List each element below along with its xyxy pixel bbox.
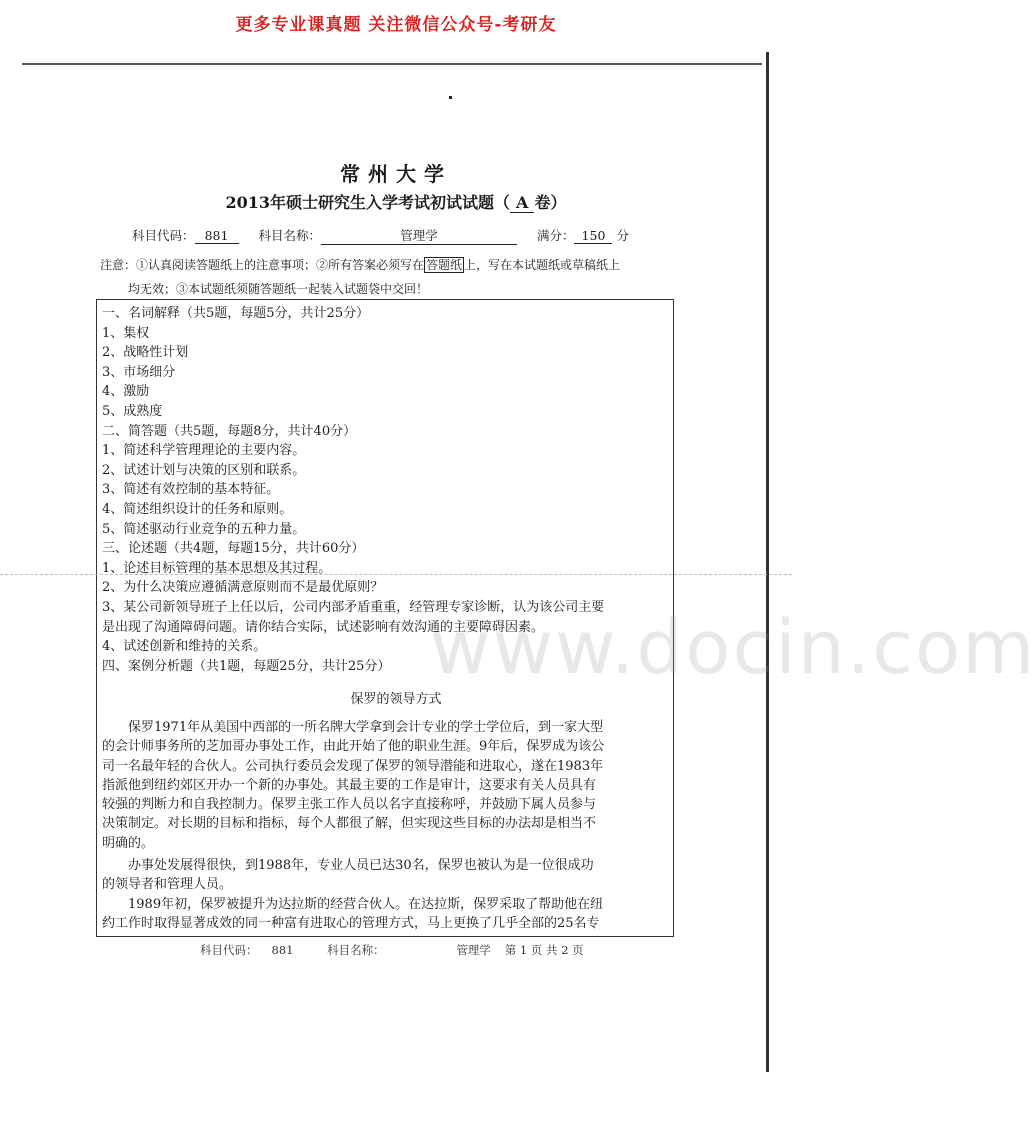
question-line: 2、战略性计划	[102, 345, 189, 361]
watermark: www.docin.com	[430, 605, 1036, 691]
question-line: 是出现了沟通障碍问题。请你结合实际，试述影响有效沟通的主要障碍因素。	[102, 619, 545, 635]
name-label: 科目名称：	[258, 228, 321, 243]
case-paragraph-3	[102, 895, 664, 934]
score-value: 150	[574, 228, 612, 244]
question-line: 4、简述组织设计的任务和原则。	[102, 502, 293, 517]
question-line: 3、市场细分	[102, 364, 176, 380]
question-line: 5、成熟度	[102, 404, 163, 419]
paragraph-line: 1989年初，保罗被提升为达拉斯的经营合伙人。在达拉斯，保罗采取了帮助他在纽	[102, 897, 604, 912]
paragraph-line: 决策制定。对长期的目标和指标，每个人都很了解，但实现这些目标的办法却是相当不	[102, 816, 597, 832]
code-value: 881	[195, 228, 239, 244]
question-line: 2、试述计划与决策的区别和联系。	[102, 462, 306, 478]
top-rule	[22, 63, 762, 65]
case-paragraph-1	[102, 718, 664, 853]
question-line: 4、激励	[102, 384, 150, 400]
question-line: 一、名词解释（共5题，每题5分，共计25分）	[102, 306, 370, 321]
score-unit: 分	[616, 228, 629, 243]
question-line: 5、简述驱动行业竞争的五种力量。	[102, 521, 306, 537]
paragraph-line: 明确的。	[102, 835, 155, 851]
scan-artifact-line	[0, 574, 792, 575]
notice-line-2: 均无效；③本试题纸须随答题纸一起装入试题袋中交回！	[128, 282, 429, 296]
notice-line-1: 注意：①认真阅读答题纸上的注意事项；②所有答案必须写在 答题纸 上，写在本试题纸或草稿纸上	[100, 258, 621, 272]
paragraph-line: 较强的判断力和自我控制力。保罗主张工作人员以名字直接称呼，并鼓励下属人员参与	[102, 797, 597, 813]
scan-dot	[449, 96, 452, 99]
question-line: 2、为什么决策应遵循满意原则而不是最优原则？	[102, 580, 384, 596]
paragraph-line: 的领导者和管理人员。	[102, 877, 233, 893]
paragraph-line: 保罗1971年从美国中西部的一所名牌大学拿到会计专业的学士学位后，到一家大型	[102, 720, 604, 735]
exam-subtitle: 2013年硕士研究生入学考试初试试题（ A 卷）	[225, 193, 567, 212]
question-line: 三、论述题（共4题，每题15分，共计60分）	[102, 541, 365, 557]
paragraph-line: 的会计师事务所的芝加哥办事处工作，由此开始了他的职业生涯。9年后，保罗成为该公	[102, 739, 605, 755]
question-line: 1、论述目标管理的基本思想及其过程。	[102, 560, 332, 576]
question-line: 4、试述创新和维持的关系。	[102, 639, 267, 655]
page-footer: 科目代码： 881 科目名称： 管理学 第 1 页 共 2 页	[200, 943, 584, 957]
question-line: 四、案例分析题（共1题，每题25分，共计25分）	[102, 658, 391, 674]
question-line: 二、简答题（共5题，每题8分，共计40分）	[102, 423, 357, 439]
question-line: 3、某公司新领导班子上任以后，公司内部矛盾重重，经管理专家诊断，认为该公司主要	[102, 600, 605, 615]
name-value: 管理学	[321, 226, 517, 245]
subject-meta	[132, 226, 629, 245]
paper-type: A	[510, 193, 534, 213]
paragraph-line: 指派他到纽约郊区开办一个新的办事处。其最主要的工作是审计，这要求有关人员具有	[102, 777, 597, 793]
question-line: 3、简述有效控制的基本特征。	[102, 482, 280, 498]
university-title: 常州大学	[340, 162, 452, 186]
question-line: 1、简述科学管理理论的主要内容。	[102, 443, 306, 459]
code-label: 科目代码：	[132, 228, 195, 243]
case-paragraph-2	[102, 856, 664, 895]
score-label: 满分：	[536, 228, 575, 243]
answer-sheet-box: 答题纸	[426, 258, 463, 272]
paragraph-line: 办事处发展得很快，到1988年，专业人员已达30名，保罗也被认为是一位很成功	[102, 858, 594, 873]
paragraph-line: 约工作时取得显著成效的同一种富有进取心的管理方式，马上更换了几乎全部的25名专	[102, 916, 600, 932]
case-title: 保罗的领导方式	[350, 692, 442, 707]
paragraph-line: 司一名最年轻的合伙人。公司执行委员会发现了保罗的领导潜能和进取心，遂在1983年	[102, 758, 604, 774]
promo-banner: 更多专业课真题 关注微信公众号-考研友	[235, 15, 557, 35]
question-line: 1、集权	[102, 325, 150, 341]
